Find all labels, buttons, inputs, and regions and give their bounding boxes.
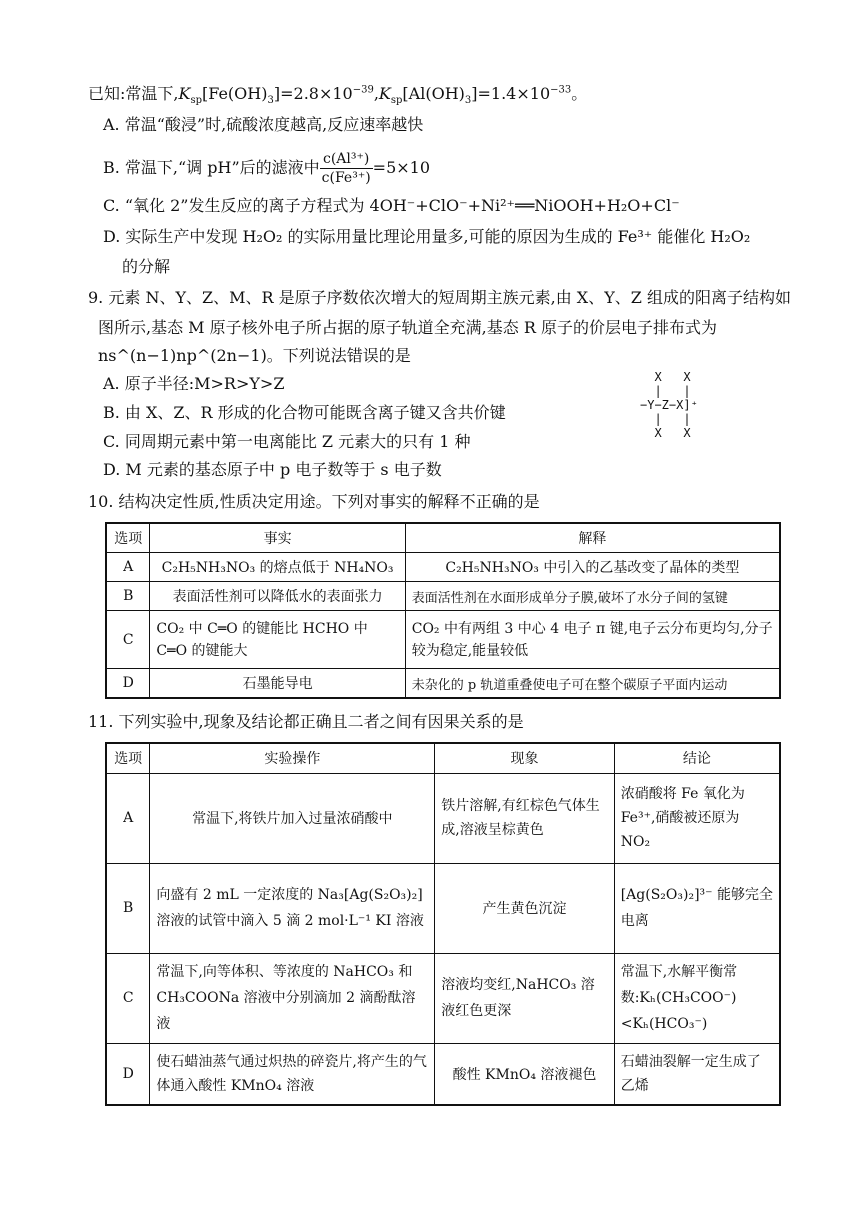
q8-b-prefix: B. 常温下,“调 pH”后的滤液中 [103,158,320,177]
q8-b-den: c(Fe³⁺) [321,170,371,186]
q9-stem-line2: 图所示,基态 M 原子核外电子所占据的原子轨道全充满,基态 R 原子的价层电子排布式为 [98,318,717,337]
ksp-symbol: K [178,84,191,103]
q11-header-operation: 实验操作 [150,743,435,773]
q8-b-fraction [320,150,373,187]
table-row [106,953,780,1043]
q10-row-b-explanation: 表面活性剂在水面形成单分子膜,破坏了水分子间的氢键 [405,582,780,611]
q11-table [105,742,781,1106]
q10-row-a-explanation: C₂H₅NH₃NO₃ 中引入的乙基改变了晶体的类型 [405,553,780,582]
q11-row-b-label: B [106,863,150,953]
q11-row-c-phenomenon: 溶液均变红,NaHCO₃ 溶液红色更深 [435,953,614,1043]
q11-header-phenomenon: 现象 [435,743,614,773]
q9-option-b: B. 由 X、Z、R 形成的化合物可能既含离子键又含共价键 [103,403,506,422]
al-value: ]=1.4×10 [471,84,551,103]
q8-option-d-line1: D. 实际生产中发现 H₂O₂ 的实际用量比理论用量多,可能的原因为生成的 Fe³⁺ 能催化 H₂O₂ [103,227,751,246]
q11-row-d-label: D [106,1043,150,1105]
q11-row-a-phenomenon: 铁片溶解,有红棕色气体生成,溶液呈棕黄色 [435,773,614,863]
q10-header-fact: 事实 [150,523,405,553]
q10-row-d-label: D [106,669,150,699]
q11-header-conclusion: 结论 [614,743,780,773]
q10-stem: 10. 结构决定性质,性质决定用途。下列对事实的解释不正确的是 [88,492,540,511]
q10-row-c-fact: CO₂ 中 C═O 的键能比 HCHO 中 C═O 的键能大 [150,611,405,669]
q11-stem: 11. 下列实验中,现象及结论都正确且二者之间有因果关系的是 [88,712,524,731]
q10-row-a-label: A [106,553,150,582]
table-row [106,669,780,699]
q9-option-d: D. M 元素的基态原子中 p 电子数等于 s 电子数 [103,460,442,479]
q10-row-c-explanation: CO₂ 中有两组 3 中心 4 电子 π 键,电子云分布更均匀,分子较为稳定,能量较低 [405,611,780,669]
q10-row-b-label: B [106,582,150,611]
ksp-sub: sp [190,95,202,107]
q10-table [105,522,781,699]
q10-row-d-fact: 石墨能导电 [150,669,405,699]
al-exp: −33 [550,84,572,96]
q11-row-b-operation: 向盛有 2 mL 一定浓度的 Na₃[Ag(S₂O₃)₂] 溶液的试管中滴入 5 滴 2 mol·L⁻¹ KI 溶液 [150,863,435,953]
q11-row-a-operation: 常温下,将铁片加入过量浓硝酸中 [150,773,435,863]
al-formula: [Al(OH) [402,84,465,103]
q10-row-c-label: C [106,611,150,669]
table-row [106,553,780,582]
sep: , [373,84,379,103]
q11-header-option: 选项 [106,743,150,773]
q11-header-row [106,743,780,773]
q11-row-b-phenomenon: 产生黄色沉淀 [435,863,614,953]
q8-option-a: A. 常温“酸浸”时,硫酸浓度越高,反应速率越快 [103,115,424,134]
q10-header-explanation: 解释 [405,523,780,553]
q8-b-num: c(Al³⁺) [320,150,373,169]
table-row [106,611,780,669]
q11-row-d-phenomenon: 酸性 KMnO₄ 溶液褪色 [435,1043,614,1105]
cation-structure-diagram: X X | | −Y−Z−X]⁺ | | X X [640,370,698,440]
table-row [106,582,780,611]
q11-row-c-label: C [106,953,150,1043]
q9-stem-line3: ns^(n−1)np^(2n−1)。下列说法错误的是 [98,346,411,365]
q9-stem-line1: 9. 元素 N、Y、Z、M、R 是原子序数依次增大的短周期主族元素,由 X、Y、Z 组成的阳离子结构如 [88,288,791,307]
known-prefix: 已知:常温下, [88,84,179,103]
q11-row-d-operation: 使石蜡油蒸气通过炽热的碎瓷片,将产生的气体通入酸性 KMnO₄ 溶液 [150,1043,435,1105]
q9-option-c: C. 同周期元素中第一电离能比 Z 元素大的只有 1 种 [103,432,471,451]
known-end: 。 [571,84,588,103]
q9-option-a: A. 原子半径:M>R>Y>Z [103,374,285,393]
q10-row-a-fact: C₂H₅NH₃NO₃ 的熔点低于 NH₄NO₃ [150,553,405,582]
q10-row-b-fact: 表面活性剂可以降低水的表面张力 [150,582,405,611]
known-constants: 已知:常温下$,K_{sp}[Fe(OH)_3]=2.8\times 10^{-39},K_{sp}[Al(OH)_3]=1.4\times 10^{-33}$。 [88,84,588,107]
q11-row-b-conclusion: [Ag(S₂O₃)₂]³⁻ 能够完全电离 [614,863,780,953]
table-row [106,773,780,863]
q11-row-d-conclusion: 石蜡油裂解一定生成了乙烯 [614,1043,780,1105]
q11-row-a-label: A [106,773,150,863]
q10-header-option: 选项 [106,523,150,553]
fe-exp: −39 [352,84,374,96]
q11-row-c-conclusion: 常温下,水解平衡常数:Kₕ(CH₃COO⁻)<Kₕ(HCO₃⁻) [614,953,780,1043]
table-row [106,863,780,953]
q8-option-b [103,150,430,187]
ksp-symbol-2: K [378,84,391,103]
ksp-sub-2: sp [390,95,403,107]
q11-row-c-operation: 常温下,向等体积、等浓度的 NaHCO₃ 和 CH₃COONa 溶液中分别滴加 2 滴酚酞溶液 [150,953,435,1043]
q11-row-a-conclusion: 浓硝酸将 Fe 氧化为 Fe³⁺,硝酸被还原为 NO₂ [614,773,780,863]
table-row [106,1043,780,1105]
q8-option-d-line2: 的分解 [122,257,171,276]
q10-row-d-explanation: 未杂化的 p 轨道重叠使电子可在整个碳原子平面内运动 [405,669,780,699]
q8-b-suffix: =5×10 [372,158,431,177]
fe-formula: [Fe(OH) [201,84,268,103]
q8-option-c: C. “氧化 2”发生反应的离子方程式为 4OH⁻+ClO⁻+Ni²⁺══NiOOH+H₂O+Cl⁻ [103,196,680,215]
fe-value: ]=2.8×10 [273,84,353,103]
q10-header-row [106,523,780,553]
